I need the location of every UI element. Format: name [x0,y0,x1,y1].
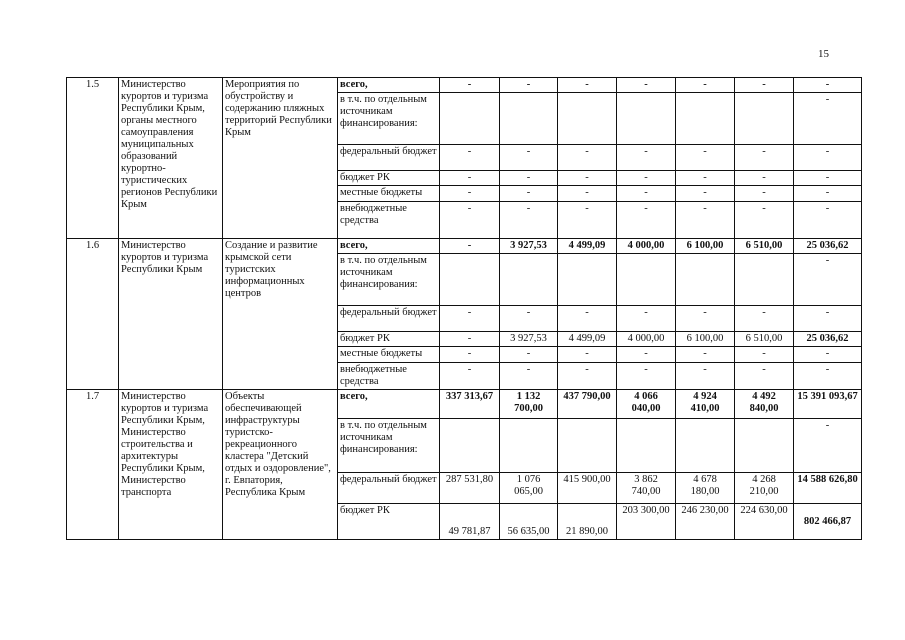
value-cell: 4 924 410,00 [676,390,735,419]
value-cell: - [676,186,735,202]
value-cell: - [794,78,862,93]
value-cell [676,419,735,473]
value-cell: - [440,202,500,239]
value-cell [500,254,558,306]
value-cell: 4 000,00 [617,239,676,254]
value-cell: - [440,363,500,390]
measure-cell: Мероприятия по обустройству и содержанию пляжных территорий Республики Крым [223,78,338,239]
value-cell [617,419,676,473]
funding-source-cell: федеральный бюджет [338,145,440,171]
value-cell: - [558,145,617,171]
value-cell [500,419,558,473]
value-cell: - [617,186,676,202]
value-cell: - [617,78,676,93]
value-cell: 1 132 700,00 [500,390,558,419]
executor-cell: Министерство курортов и туризма Республики Крым, Министерство строительства и архитектуры Республики Крым, Министерство транспорта [119,390,223,540]
value-cell: - [735,202,794,239]
value-cell: 4 492 840,00 [735,390,794,419]
value-cell: 15 391 093,67 [794,390,862,419]
value-cell [676,93,735,145]
value-cell: - [794,306,862,332]
funding-source-cell: федеральный бюджет [338,473,440,504]
value-cell [735,419,794,473]
value-cell [440,254,500,306]
value-cell: 4 268 210,00 [735,473,794,504]
value-cell: - [617,202,676,239]
value-cell: - [440,171,500,186]
value-cell: 4 499,09 [558,239,617,254]
value-cell: - [500,306,558,332]
value-cell: - [440,332,500,347]
value-cell: - [735,145,794,171]
funding-source-cell: федеральный бюджет [338,306,440,332]
value-cell: 337 313,67 [440,390,500,419]
value-cell: - [617,171,676,186]
value-cell: - [500,145,558,171]
value-cell: - [735,347,794,363]
value-cell: - [500,347,558,363]
value-cell [440,419,500,473]
value-cell [558,254,617,306]
value-cell [558,93,617,145]
value-cell: - [676,171,735,186]
funding-source-cell: местные бюджеты [338,347,440,363]
value-cell: 4 066 040,00 [617,390,676,419]
funding-source-cell: всего, [338,239,440,254]
value-cell: - [676,202,735,239]
value-cell [735,254,794,306]
value-cell: 415 900,00 [558,473,617,504]
table-row [67,78,862,93]
value-cell: 3 927,53 [500,239,558,254]
value-cell [676,254,735,306]
row-number: 1.5 [67,78,119,239]
value-cell: 203 300,00 [617,504,676,540]
value-cell: - [794,202,862,239]
value-cell: - [500,363,558,390]
funding-source-cell: в т.ч. по отдельным источникам финансирования: [338,93,440,145]
value-cell: - [558,78,617,93]
funding-source-cell: бюджет РК [338,171,440,186]
value-cell: - [794,93,862,145]
value-cell: - [500,186,558,202]
value-cell: 4 499,09 [558,332,617,347]
funding-source-cell: бюджет РК [338,332,440,347]
funding-source-cell: местные бюджеты [338,186,440,202]
value-cell [617,254,676,306]
value-cell [440,93,500,145]
value-cell: - [558,171,617,186]
value-cell: 802 466,87 [794,504,862,540]
value-cell: 6 510,00 [735,332,794,347]
row-number: 1.6 [67,239,119,390]
value-cell: - [735,171,794,186]
value-cell: - [735,78,794,93]
value-cell: - [558,186,617,202]
value-cell: - [735,363,794,390]
value-cell: 224 630,00 [735,504,794,540]
value-cell: - [794,171,862,186]
funding-source-cell: в т.ч. по отдельным источникам финансирования: [338,419,440,473]
value-cell: - [440,186,500,202]
value-cell: 246 230,00 [676,504,735,540]
value-cell: - [794,347,862,363]
value-cell: - [794,186,862,202]
page-number: 15 [818,48,829,60]
value-cell: - [440,78,500,93]
value-cell: 56 635,00 [500,504,558,540]
value-cell: - [794,419,862,473]
funding-source-cell: всего, [338,78,440,93]
funding-source-cell: внебюджетные средства [338,202,440,239]
value-cell: 49 781,87 [440,504,500,540]
value-cell: - [794,363,862,390]
value-cell: - [617,347,676,363]
value-cell: - [558,347,617,363]
value-cell: 6 510,00 [735,239,794,254]
value-cell: 25 036,62 [794,239,862,254]
executor-cell: Министерство курортов и туризма Республики Крым, органы местного самоуправления муниципальных образований курортно-туристических регионов Республики Крым [119,78,223,239]
table-body [67,78,862,540]
value-cell: 14 588 626,80 [794,473,862,504]
value-cell: 1 076 065,00 [500,473,558,504]
value-cell [500,93,558,145]
value-cell: - [617,363,676,390]
measure-cell: Объекты обеспечивающей инфраструктуры туристско-рекреационного кластера "Детский отдых и оздоровление", г. Евпатория, Республика Крым [223,390,338,540]
value-cell: - [735,186,794,202]
value-cell: - [440,306,500,332]
value-cell: - [558,202,617,239]
value-cell: - [735,306,794,332]
table-row [67,239,862,254]
value-cell: - [676,306,735,332]
row-number: 1.7 [67,390,119,540]
value-cell: - [558,363,617,390]
value-cell: - [500,202,558,239]
value-cell: 287 531,80 [440,473,500,504]
value-cell: 3 862 740,00 [617,473,676,504]
value-cell: 25 036,62 [794,332,862,347]
value-cell [735,93,794,145]
value-cell: - [794,254,862,306]
table-row [67,390,862,419]
value-cell [558,419,617,473]
value-cell: - [440,145,500,171]
value-cell: 6 100,00 [676,332,735,347]
funding-source-cell: внебюджетные средства [338,363,440,390]
value-cell: 21 890,00 [558,504,617,540]
value-cell: 3 927,53 [500,332,558,347]
value-cell: 6 100,00 [676,239,735,254]
executor-cell: Министерство курортов и туризма Республики Крым [119,239,223,390]
financing-table [66,77,862,540]
value-cell: 437 790,00 [558,390,617,419]
value-cell: - [500,78,558,93]
value-cell: 4 000,00 [617,332,676,347]
value-cell: - [440,239,500,254]
funding-source-cell: в т.ч. по отдельным источникам финансирования: [338,254,440,306]
value-cell: - [676,347,735,363]
value-cell: 4 678 180,00 [676,473,735,504]
value-cell: - [617,306,676,332]
funding-source-cell: всего, [338,390,440,419]
funding-source-cell: бюджет РК [338,504,440,540]
value-cell: - [500,171,558,186]
value-cell [617,93,676,145]
measure-cell: Создание и развитие крымской сети туристских информационных центров [223,239,338,390]
value-cell: - [676,145,735,171]
value-cell: - [794,145,862,171]
value-cell: - [676,363,735,390]
value-cell: - [617,145,676,171]
value-cell: - [440,347,500,363]
value-cell: - [558,306,617,332]
value-cell: - [676,78,735,93]
